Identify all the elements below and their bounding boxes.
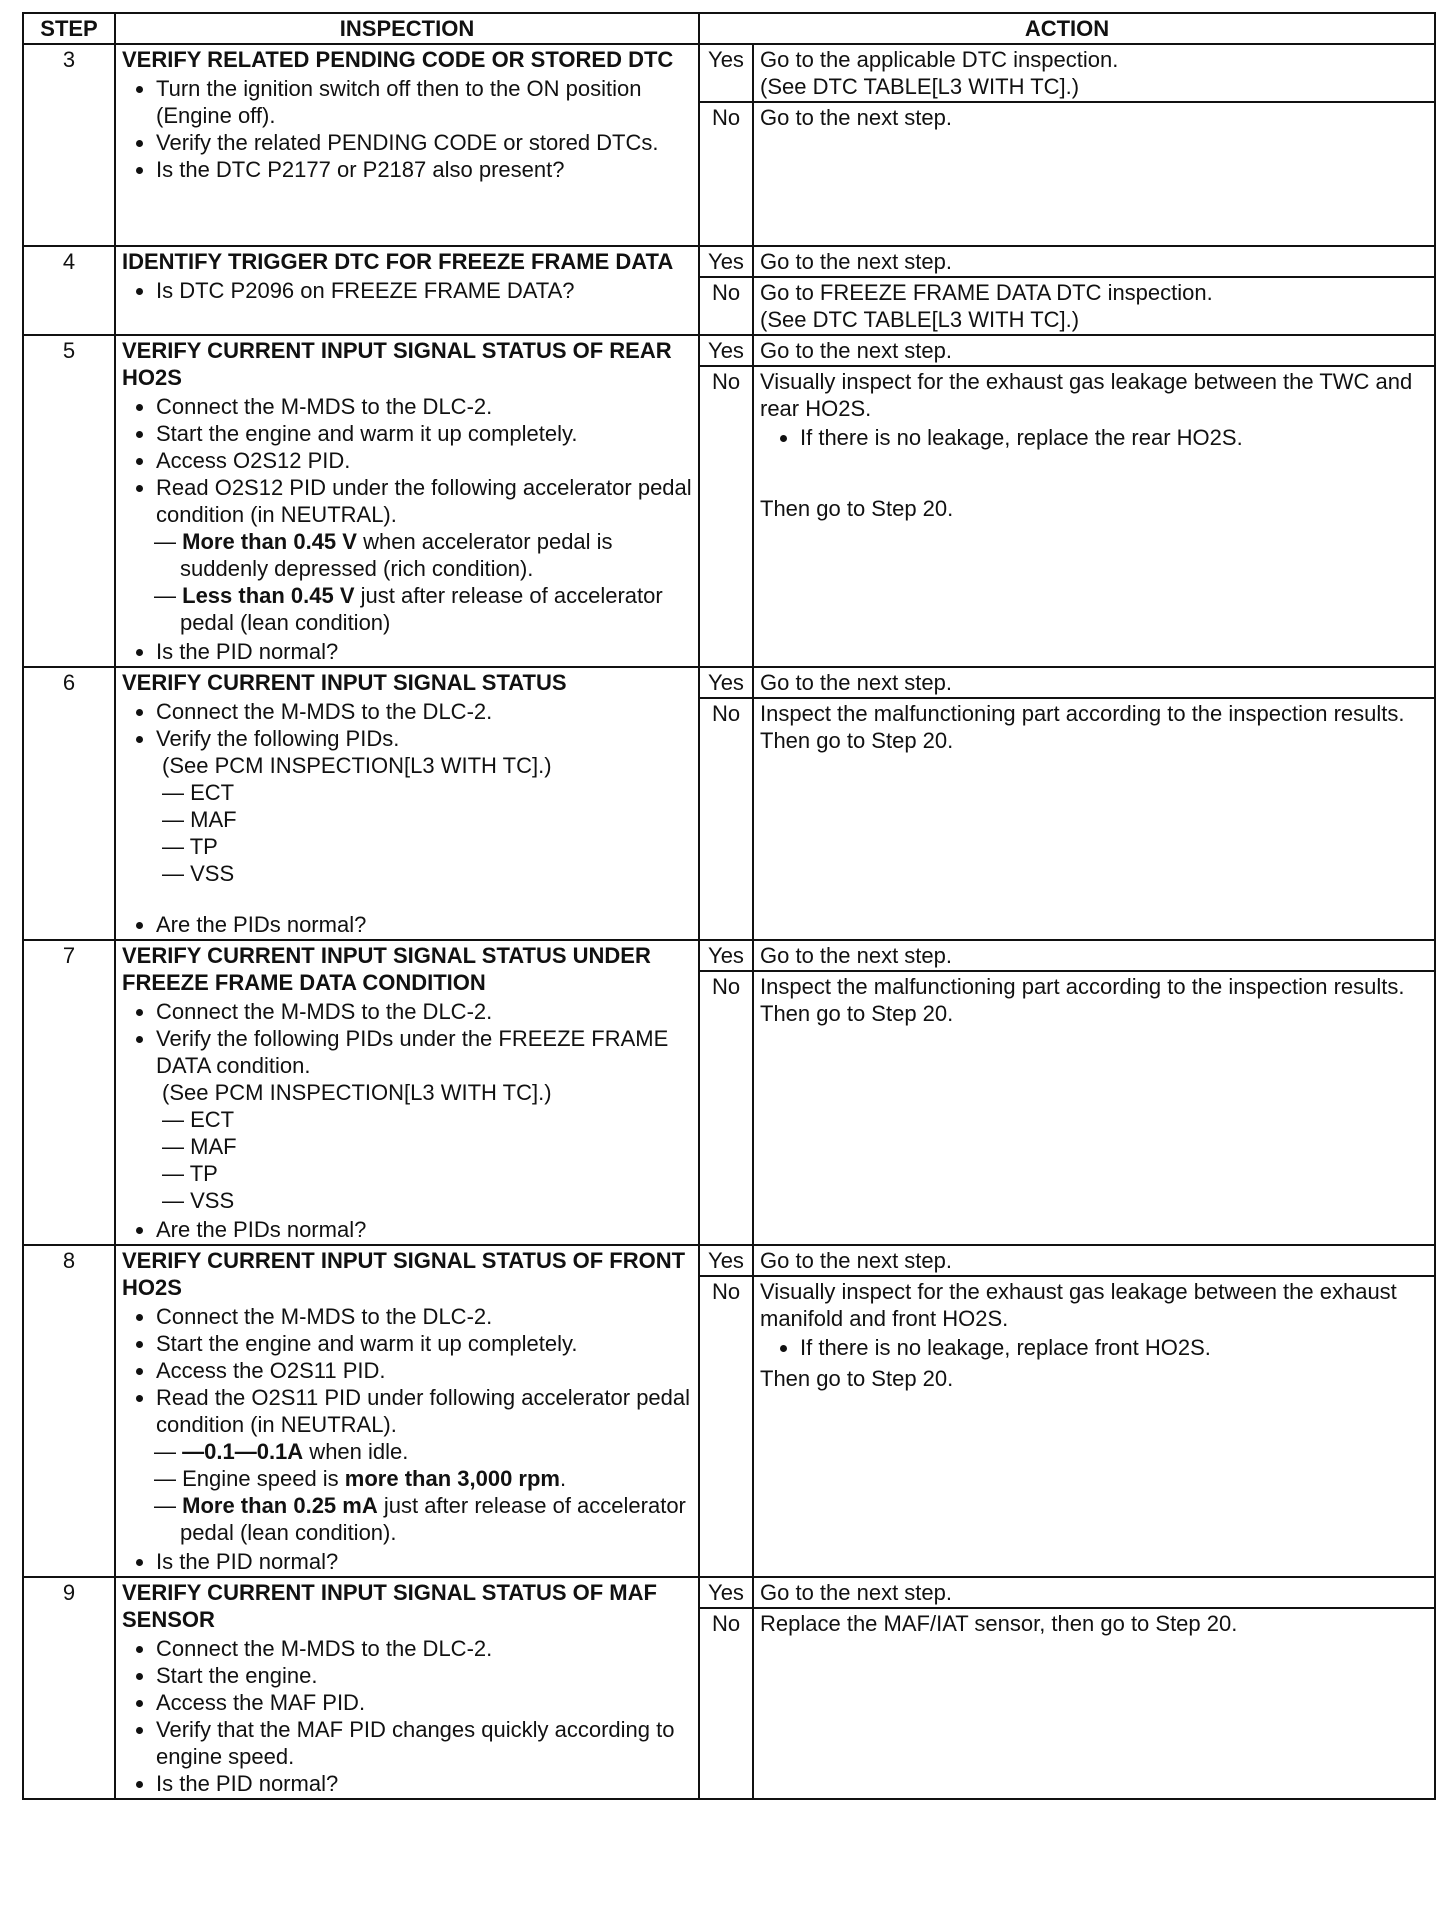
step-7-row xyxy=(23,940,1435,971)
step-title: VERIFY CURRENT INPUT SIGNAL STATUS OF FRONT HO2S xyxy=(122,1248,686,1300)
condition-text: . xyxy=(559,1466,567,1491)
yes-action: Go to the next step. xyxy=(753,1245,1435,1276)
condition-line: — More than 0.45 V when accelerator pedal is suddenly depressed (rich condition). xyxy=(154,529,613,581)
inspection-bullet: • Access the O2S11 PID. xyxy=(156,1357,692,1384)
step-8-row xyxy=(23,1245,1435,1276)
inspection-bullet: • Verify that the MAF PID changes quickly according to engine speed. xyxy=(156,1716,692,1770)
action-line: Then go to Step 20. xyxy=(760,1366,954,1391)
inspection-bullet: • Is the PID normal? xyxy=(156,1770,692,1797)
inspection-bullet: • Verify the related PENDING CODE or stored DTCs. xyxy=(156,129,692,156)
pid-item: — VSS xyxy=(162,1188,235,1213)
action-bullet: • If there is no leakage, replace the rear HO2S. xyxy=(800,424,1428,451)
yes-action: Go to the next step. xyxy=(753,1577,1435,1608)
inspection-bullet: • Connect the M-MDS to the DLC-2. xyxy=(156,1635,692,1662)
condition-text: when accelerator pedal is suddenly depressed (rich condition). xyxy=(180,529,613,581)
condition-line: — Engine speed is more than 3,000 rpm. xyxy=(154,1466,567,1491)
condition-text: just after release of accelerator pedal (lean condition). xyxy=(180,1493,686,1545)
no-label: No xyxy=(699,1276,753,1577)
see-reference: (See PCM INSPECTION[L3 WITH TC].) xyxy=(162,1080,552,1105)
inspection-bullet: • Is the PID normal? xyxy=(156,638,692,665)
condition-value: Less than 0.45 V xyxy=(182,583,355,608)
step-title: VERIFY RELATED PENDING CODE OR STORED DTC xyxy=(122,47,674,72)
condition-value: More than 0.45 V xyxy=(182,529,357,554)
step-inspection xyxy=(115,940,699,1245)
header-inspection: INSPECTION xyxy=(115,13,699,44)
inspection-table xyxy=(22,12,1436,1800)
action-line: Then go to Step 20. xyxy=(760,1001,954,1026)
step-number: 7 xyxy=(23,940,115,1245)
step-inspection xyxy=(115,1577,699,1799)
inspection-bullet: • Is DTC P2096 on FREEZE FRAME DATA? xyxy=(156,277,692,304)
no-action xyxy=(753,277,1435,335)
inspection-bullet: • Access O2S12 PID. xyxy=(156,447,692,474)
no-action xyxy=(753,1276,1435,1577)
step-inspection xyxy=(115,44,699,246)
inspection-bullet: • Are the PIDs normal? xyxy=(156,1216,692,1243)
no-label: No xyxy=(699,1608,753,1799)
inspection-bullet: • Is the PID normal? xyxy=(156,1548,692,1575)
step-4-row xyxy=(23,246,1435,277)
no-label: No xyxy=(699,698,753,940)
action-line: Visually inspect for the exhaust gas leakage between the TWC and rear HO2S. xyxy=(760,369,1413,421)
inspection-bullet: • Access the MAF PID. xyxy=(156,1689,692,1716)
no-label: No xyxy=(699,366,753,667)
step-title: IDENTIFY TRIGGER DTC FOR FREEZE FRAME DATA xyxy=(122,249,674,274)
condition-text: when idle. xyxy=(303,1439,409,1464)
inspection-bullet: • Turn the ignition switch off then to the ON position (Engine off). xyxy=(156,75,692,129)
action-line: Inspect the malfunctioning part according to the inspection results. xyxy=(760,701,1405,726)
step-number: 5 xyxy=(23,335,115,667)
condition-text: just after release of accelerator pedal (lean condition) xyxy=(180,583,663,635)
inspection-bullet: • Verify the following PIDs. xyxy=(156,725,692,752)
inspection-bullet: • Connect the M-MDS to the DLC-2. xyxy=(156,698,692,725)
header-step: STEP xyxy=(23,13,115,44)
yes-action: Go to the next step. xyxy=(753,940,1435,971)
see-reference: (See PCM INSPECTION[L3 WITH TC].) xyxy=(162,753,552,778)
step-number: 6 xyxy=(23,667,115,940)
step-title: VERIFY CURRENT INPUT SIGNAL STATUS UNDER FREEZE FRAME DATA CONDITION xyxy=(122,943,651,995)
inspection-bullet: • Connect the M-MDS to the DLC-2. xyxy=(156,393,692,420)
condition-value: more than 3,000 rpm xyxy=(344,1466,560,1491)
no-label: No xyxy=(699,102,753,246)
step-9-row xyxy=(23,1577,1435,1608)
action-line: (See DTC TABLE[L3 WITH TC].) xyxy=(760,74,1080,99)
step-inspection xyxy=(115,335,699,667)
pid-item: — MAF xyxy=(162,1134,237,1159)
yes-action: Go to the next step. xyxy=(753,335,1435,366)
no-action: Replace the MAF/IAT sensor, then go to Step 20. xyxy=(753,1608,1435,1799)
inspection-bullet: • Read the O2S11 PID under following accelerator pedal condition (in NEUTRAL). xyxy=(156,1384,692,1438)
no-action: Go to the next step. xyxy=(753,102,1435,246)
condition-line: — —0.1—0.1A when idle. xyxy=(154,1439,409,1464)
step-inspection xyxy=(115,667,699,940)
yes-action xyxy=(753,44,1435,102)
step-title: VERIFY CURRENT INPUT SIGNAL STATUS xyxy=(122,670,567,695)
step-number: 9 xyxy=(23,1577,115,1799)
pid-item: — ECT xyxy=(162,780,235,805)
action-line: Visually inspect for the exhaust gas leakage between the exhaust manifold and front HO2S. xyxy=(760,1279,1397,1331)
inspection-bullet: • Read O2S12 PID under the following accelerator pedal condition (in NEUTRAL). xyxy=(156,474,692,528)
action-bullet: • If there is no leakage, replace front HO2S. xyxy=(800,1334,1428,1361)
step-number: 8 xyxy=(23,1245,115,1577)
yes-label: Yes xyxy=(699,1577,753,1608)
inspection-bullet: • Is the DTC P2177 or P2187 also present? xyxy=(156,156,692,183)
header-row xyxy=(23,13,1435,44)
yes-label: Yes xyxy=(699,44,753,102)
action-line: Go to the applicable DTC inspection. xyxy=(760,47,1119,72)
inspection-bullet: • Verify the following PIDs under the FREEZE FRAME DATA condition. xyxy=(156,1025,692,1079)
yes-label: Yes xyxy=(699,940,753,971)
yes-label: Yes xyxy=(699,667,753,698)
pid-item: — MAF xyxy=(162,807,237,832)
action-line: Go to FREEZE FRAME DATA DTC inspection. xyxy=(760,280,1213,305)
yes-label: Yes xyxy=(699,246,753,277)
no-label: No xyxy=(699,277,753,335)
no-action xyxy=(753,366,1435,667)
pid-item: — TP xyxy=(162,834,218,859)
yes-action: Go to the next step. xyxy=(753,246,1435,277)
inspection-bullet: • Are the PIDs normal? xyxy=(156,911,692,938)
inspection-bullet: • Start the engine and warm it up completely. xyxy=(156,1330,692,1357)
step-inspection xyxy=(115,246,699,335)
action-line: Then go to Step 20. xyxy=(760,728,954,753)
condition-value: More than 0.25 mA xyxy=(182,1493,378,1518)
step-inspection xyxy=(115,1245,699,1577)
step-title: VERIFY CURRENT INPUT SIGNAL STATUS OF MAF SENSOR xyxy=(122,1580,657,1632)
action-line: Inspect the malfunctioning part according to the inspection results. xyxy=(760,974,1405,999)
step-3-row xyxy=(23,44,1435,102)
pid-item: — VSS xyxy=(162,861,235,886)
step-number: 4 xyxy=(23,246,115,335)
action-line: Then go to Step 20. xyxy=(760,496,954,521)
action-line: (See DTC TABLE[L3 WITH TC].) xyxy=(760,307,1080,332)
no-label: No xyxy=(699,971,753,1245)
inspection-bullet: • Connect the M-MDS to the DLC-2. xyxy=(156,998,692,1025)
inspection-bullet: • Start the engine. xyxy=(156,1662,692,1689)
header-action: ACTION xyxy=(699,13,1435,44)
condition-value: —0.1—0.1A xyxy=(182,1439,304,1464)
step-5-row xyxy=(23,335,1435,366)
yes-label: Yes xyxy=(699,1245,753,1276)
no-action xyxy=(753,698,1435,940)
step-title: VERIFY CURRENT INPUT SIGNAL STATUS OF REAR HO2S xyxy=(122,338,672,390)
condition-line: — More than 0.25 mA just after release of accelerator pedal (lean condition). xyxy=(154,1493,686,1545)
pid-item: — TP xyxy=(162,1161,218,1186)
inspection-bullet: • Connect the M-MDS to the DLC-2. xyxy=(156,1303,692,1330)
yes-label: Yes xyxy=(699,335,753,366)
no-action xyxy=(753,971,1435,1245)
step-6-row xyxy=(23,667,1435,698)
yes-action: Go to the next step. xyxy=(753,667,1435,698)
condition-line: — Less than 0.45 V just after release of accelerator pedal (lean condition) xyxy=(154,583,663,635)
step-number: 3 xyxy=(23,44,115,246)
inspection-bullet: • Start the engine and warm it up completely. xyxy=(156,420,692,447)
condition-text: Engine speed is xyxy=(182,1466,345,1491)
pid-item: — ECT xyxy=(162,1107,235,1132)
